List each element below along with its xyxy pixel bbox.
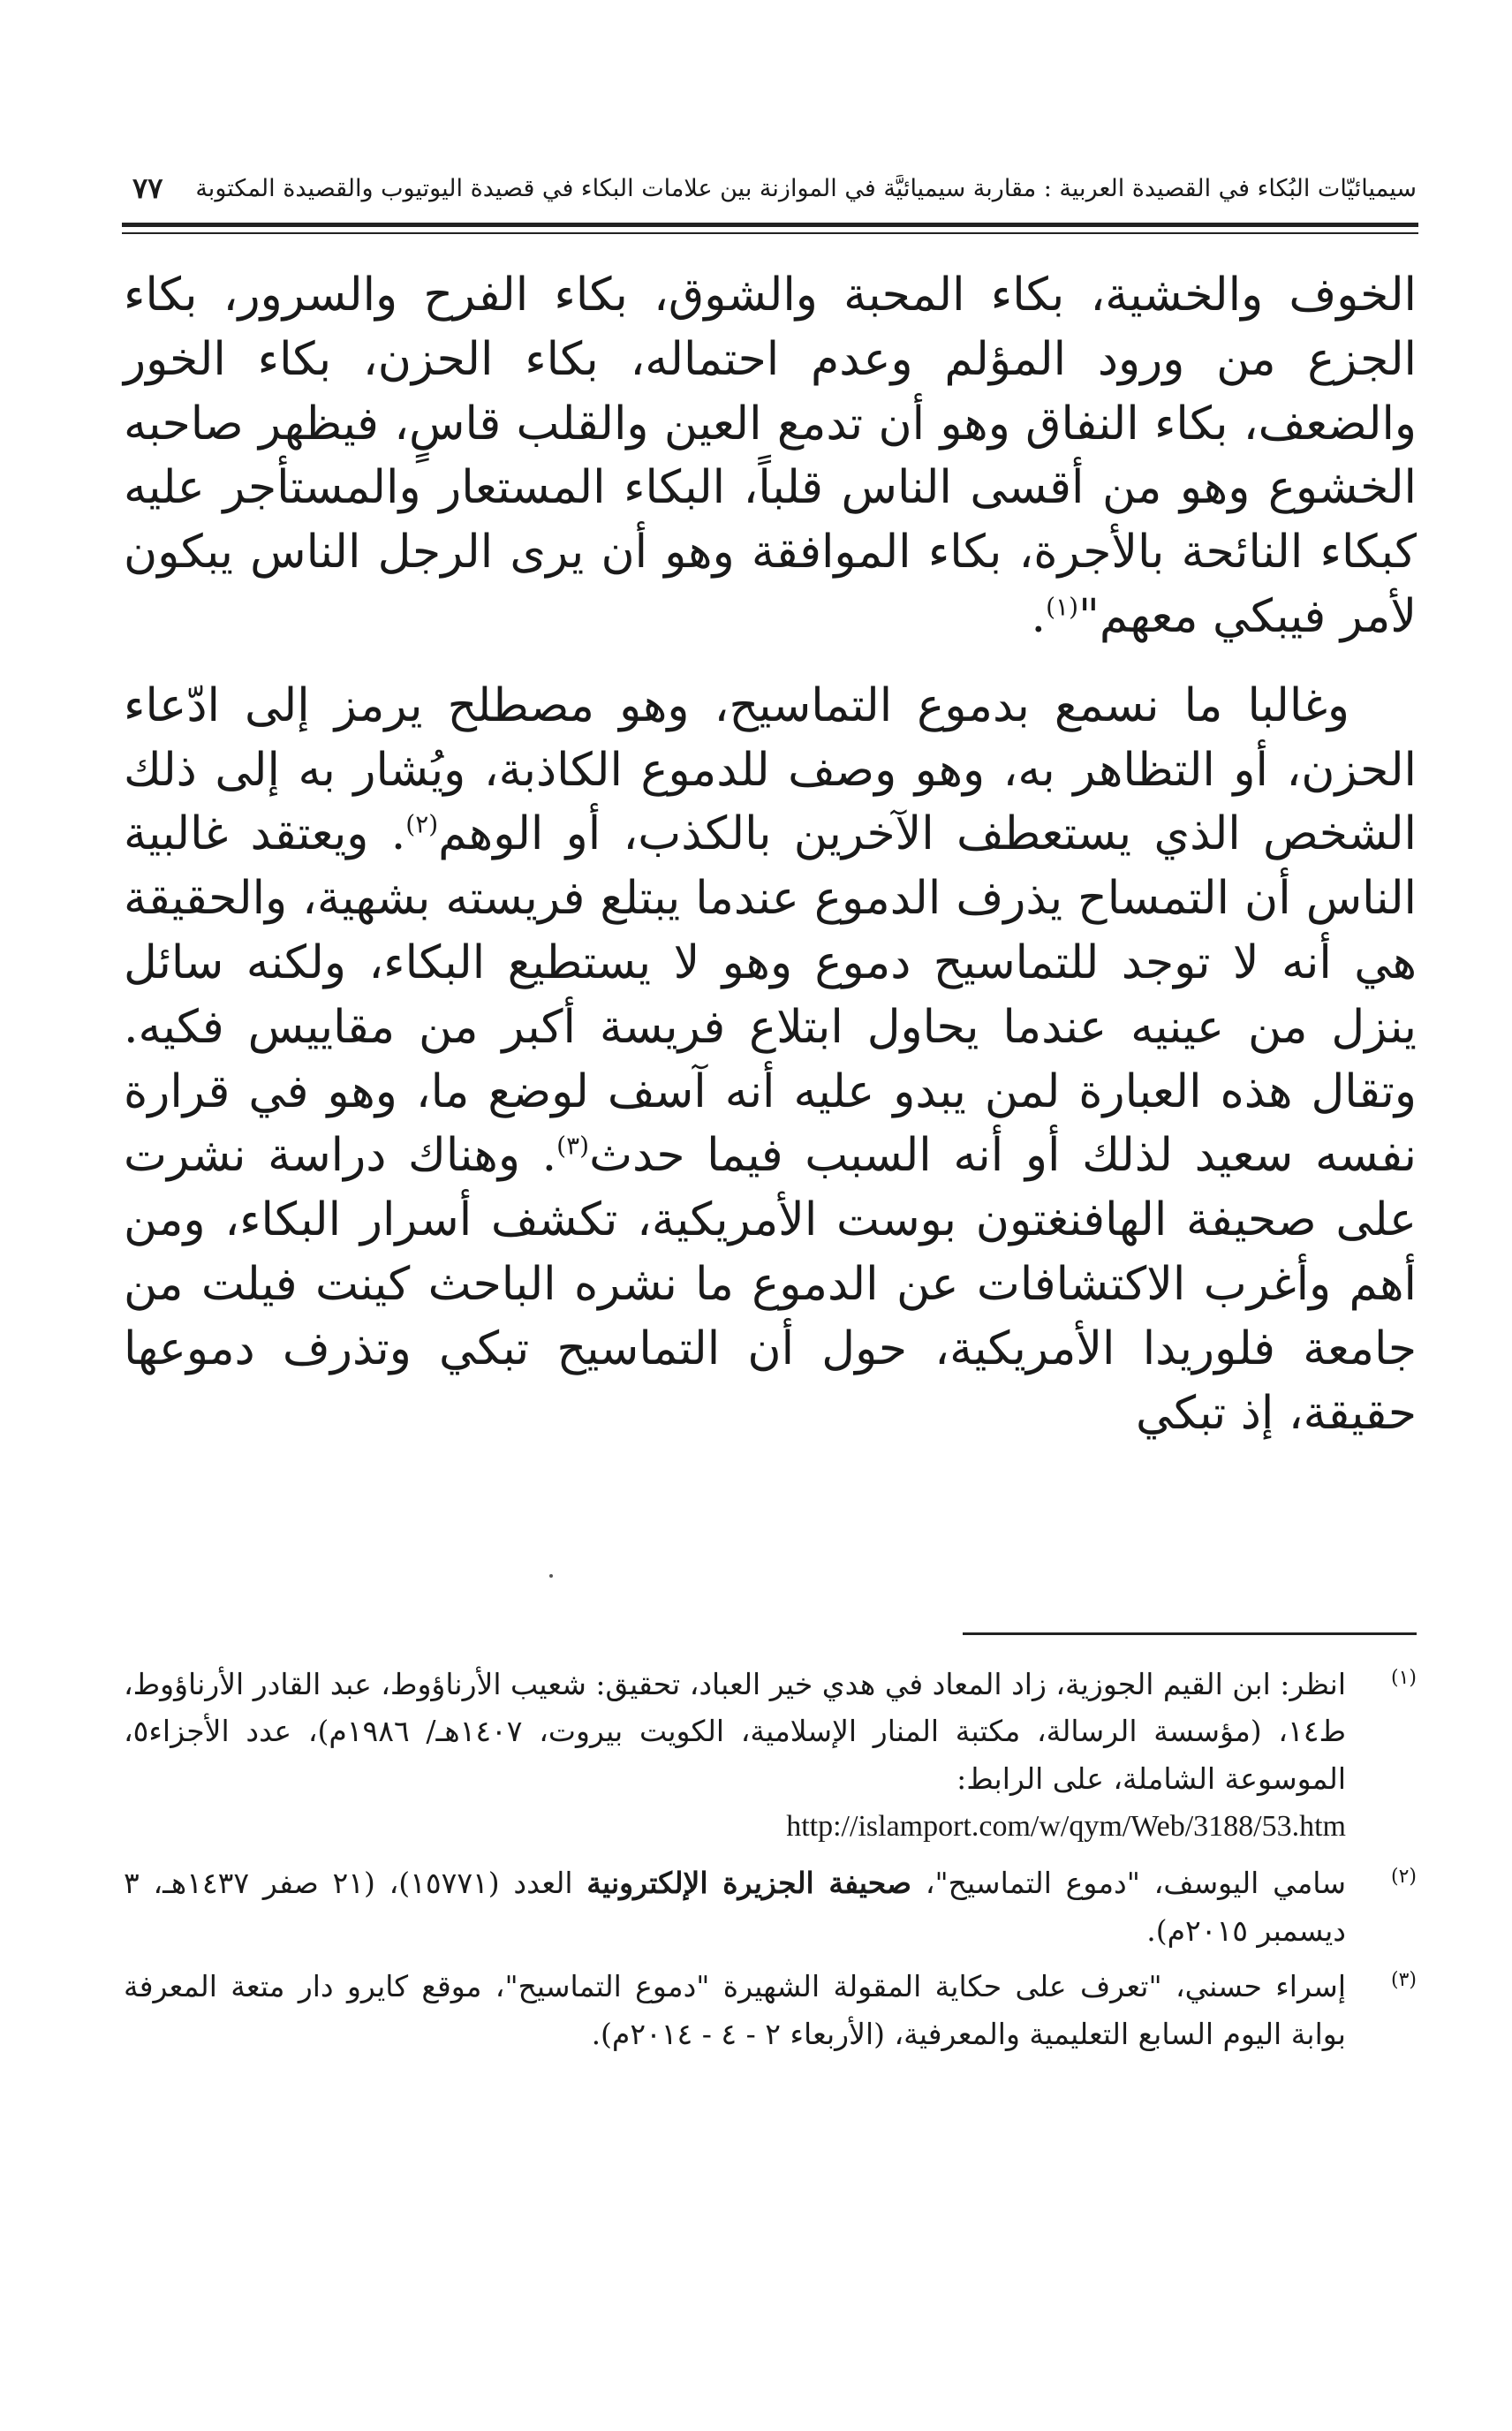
header-rule-thick bbox=[122, 223, 1418, 227]
footnote-2-text-after: العدد (١٥٧٧١)، (٢١ صفر ١٤٣٧هـ، ٣ ديسمبر ٢٠١٥م). bbox=[124, 1866, 1346, 1948]
footnote-number: (١) bbox=[1390, 1667, 1417, 1689]
body-text bbox=[124, 263, 1417, 1445]
footnote-1 bbox=[124, 1661, 1417, 1851]
header-rule-thin bbox=[122, 232, 1418, 234]
paragraph-2-part-1: وغالبا ما نسمع بدموع التماسيح، وهو مصطلح يرمز إلى ادّعاء الحزن، أو التظاهر به، وهو وصف للدموع الكاذبة، ويُشار به إلى ذلك الشخص الذي يستعطف الآخرين بالكذب، أو الوهم bbox=[124, 678, 1417, 861]
footnote-text bbox=[124, 1661, 1346, 1851]
paragraph-2-part-3: . وهناك دراسة نشرت على صحيفة الهافنغتون بوست الأمريكية، تكشف أسرار البكاء، ومن أهم وأغرب الاكتشافات عن الدموع ما نشره الباحث كينت فيلت من جامعة فلوريدا الأمريكية، حول أن التماسيح تبكي وتذرف دموعها حقيقة، إذ تبكي bbox=[124, 1129, 1417, 1440]
footnote-text bbox=[124, 1859, 1346, 1954]
footnote-number: (٣) bbox=[1390, 1969, 1417, 1992]
footnote-ref-3: (٣) bbox=[556, 1132, 590, 1162]
footnote-text: إسراء حسني، "تعرف على حكاية المقولة الشهيرة "دموع التماسيح"، موقع كايرو دار متعة المعرفة بوابة اليوم السابع التعليمية والمعرفية، (الأربعاء ٢ - ٤ - ٢٠١٤م). bbox=[124, 1969, 1346, 2051]
footnote-2 bbox=[124, 1859, 1417, 1954]
footnote-ref-1: (١) bbox=[1046, 592, 1078, 622]
footnote-number: (٢) bbox=[1390, 1866, 1417, 1889]
paragraph-1-text: الخوف والخشية، بكاء المحبة والشوق، بكاء الفرح والسرور، بكاء الجزع من ورود المؤلم وعدم احتماله، بكاء الحزن، بكاء الخور والضعف، بكاء النفاق وهو أن تدمع العين والقلب قاسٍ، فيظهر صاحبه الخشوع وهو من أقسى الناس قلباً، البكاء المستعار والمستأجر عليه كبكاء النائحة بالأجرة، بكاء الموافقة وهو أن يرى الرجل الناس يبكون لأمر فيبكي معهم" bbox=[124, 269, 1417, 643]
footnote-2-source: صحيفة الجزيرة الإلكترونية bbox=[586, 1866, 912, 1901]
footnote-ref-2: (٢) bbox=[405, 810, 439, 840]
print-speck bbox=[549, 1574, 553, 1578]
paragraph-2-part-2: . ويعتقد غالبية الناس أن التمساح يذرف الدموع عندما يبتلع فريسته بشهية، والحقيقة هي أنه لا توجد للتماسيح دموع وهو لا يستطيع البكاء، ولكنه سائل ينزل من عينيه عندما يحاول ابتلاع فريسة أكبر من مقاييس فكيه. وتقال هذه العبارة لمن يبدو عليه أنه آسف لوضع ما، وهو في قرارة نفسه سعيد لذلك أو أنه السبب فيما حدث bbox=[124, 807, 1417, 1183]
footnote-separator bbox=[963, 1632, 1417, 1635]
paragraph-1-end: . bbox=[1031, 589, 1047, 643]
running-header bbox=[124, 166, 1417, 210]
footnote-3 bbox=[124, 1963, 1417, 2057]
footnote-2-text-before: سامي اليوسف، "دموع التماسيح"، bbox=[911, 1866, 1346, 1901]
footnote-link[interactable]: http://islamport.com/w/qym/Web/3188/53.htm bbox=[786, 1810, 1346, 1844]
paragraph-1 bbox=[124, 263, 1417, 649]
running-title: سيميائيّات البُكاء في القصيدة العربية : مقاربة سيميائيَّة في الموازنة بين علامات البكاء في قصيدة اليوتيوب والقصيدة المكتوبة bbox=[195, 174, 1417, 202]
page-number: ٧٧ bbox=[132, 171, 163, 205]
paragraph-2 bbox=[124, 674, 1417, 1446]
footnote-1-text: انظر: ابن القيم الجوزية، زاد المعاد في هدي خير العباد، تحقيق: شعيب الأرناؤوط، عبد القادر الأرناؤوط، ط١٤، (مؤسسة الرسالة، مكتبة المنار الإسلامية، الكويت بيروت، ١٤٠٧هـ/ ١٩٨٦م)، عدد الأجزاء٥، الموسوعة الشاملة، على الرابط: bbox=[124, 1667, 1346, 1796]
footnotes bbox=[124, 1661, 1417, 2066]
